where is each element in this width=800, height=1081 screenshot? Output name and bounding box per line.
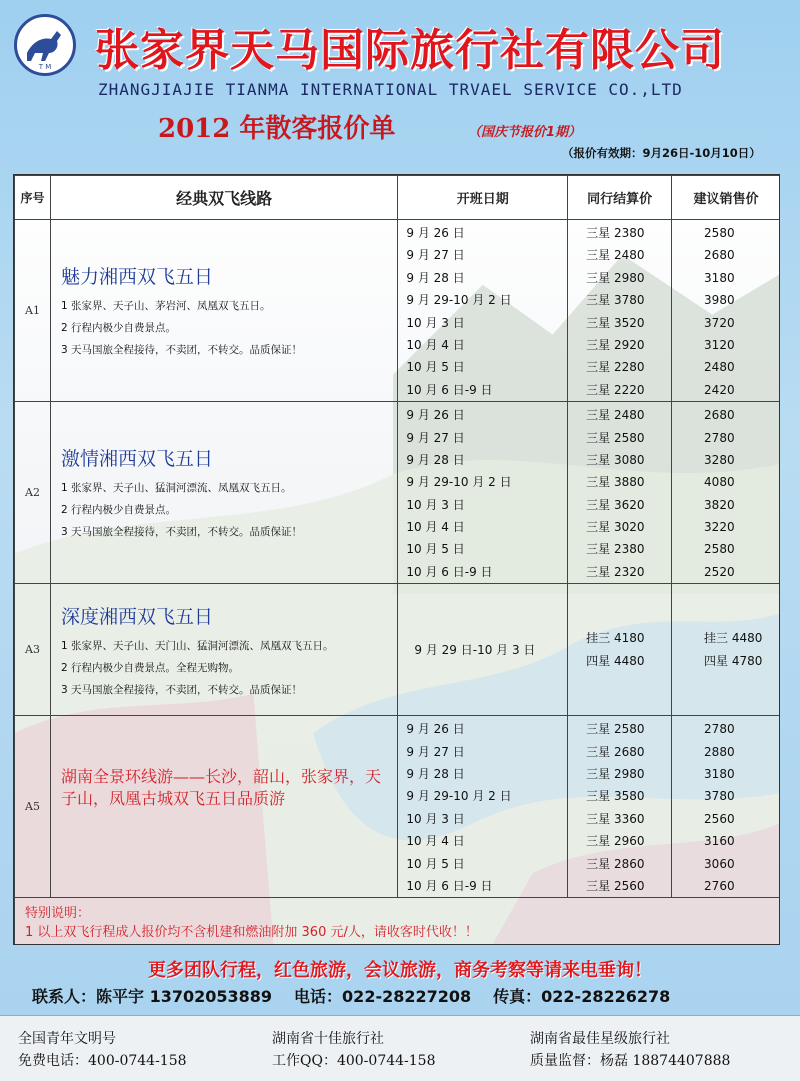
peer-price: 三星 2960: [586, 834, 645, 849]
route-description-line: 1 张家界、天子山、猛洞河漂流、凤凰双飞五日。: [60, 482, 292, 495]
suggested-price: 2420: [704, 382, 735, 397]
price-table: [14, 175, 780, 945]
suggested-price: 2680: [704, 408, 735, 423]
route-description-line: 3 天马国旅全程接待，不卖团，不转交。品质保证！: [60, 344, 302, 356]
peer-price: 三星 2480: [586, 408, 645, 423]
suggested-price: 4080: [704, 475, 735, 490]
departure-date: 9 月 26 日: [406, 408, 465, 423]
notes-title: 特别说明：: [25, 906, 91, 922]
peer-price: 三星 3880: [586, 475, 645, 490]
peer-price: 三星 2560: [586, 878, 645, 893]
departure-date: 10 月 4 日: [406, 337, 465, 352]
route-name: 激情湘西双飞五日: [60, 448, 213, 471]
route-description-line: 2 行程内极少自费景点。: [60, 504, 176, 517]
peer-price-cell: [568, 716, 672, 898]
footer: [0, 1015, 800, 1081]
page-title: 2012 年散客报价单: [158, 114, 396, 144]
footer-col-1: [18, 1028, 187, 1072]
departure-date: 10 月 5 日: [406, 360, 465, 375]
row-route: [50, 402, 397, 584]
suggested-price: 3180: [704, 767, 735, 782]
route-description-line: 2 行程内极少自费景点。: [60, 322, 176, 334]
peer-price: 三星 2480: [586, 248, 645, 263]
suggested-price: 3120: [704, 337, 735, 352]
contact-info: [32, 984, 670, 1007]
suggested-price: 2560: [704, 811, 735, 826]
departure-date: 9 月 29 日-10 月 3 日: [414, 642, 536, 657]
row-route: [50, 584, 397, 716]
peer-price: 三星 2580: [586, 430, 645, 445]
suggested-price: 3720: [704, 315, 735, 330]
suggested-price: 3820: [704, 497, 735, 512]
departure-date: 9 月 27 日: [406, 430, 465, 445]
header-date: 开班日期: [398, 176, 568, 220]
departure-date: 10 月 5 日: [406, 856, 465, 871]
contact-fax: 传真：022-28226278: [493, 987, 671, 1006]
footer-honor-3: 湖南省最佳星级旅行社: [530, 1031, 670, 1047]
notes-row: [15, 898, 781, 945]
suggested-price: 2680: [704, 248, 735, 263]
route-description-line: 2 行程内极少自费景点。全程无购物。: [60, 662, 239, 675]
suggested-price: 2520: [704, 564, 735, 579]
departure-date: 9 月 28 日: [406, 452, 465, 467]
departure-date: 9 月 28 日: [406, 270, 465, 285]
peer-price: 三星 2380: [586, 226, 645, 240]
peer-price: 三星 3520: [586, 315, 645, 330]
suggested-price: 挂三 4480: [704, 631, 763, 646]
route-description-line: 1 张家界、天子山、天门山、猛洞河漂流、凤凰双飞五日。: [60, 640, 334, 653]
row-route: [50, 220, 397, 402]
departure-date-cell: [398, 402, 568, 584]
table-row: [15, 402, 781, 584]
peer-price: 三星 2380: [586, 542, 645, 557]
company-name-en: ZHANGJIAJIE TIANMA INTERNATIONAL TRVAEL SERVICE CO.,LTD: [98, 80, 683, 99]
departure-date: 9 月 26 日: [406, 722, 465, 737]
departure-date: 10 月 4 日: [406, 520, 465, 535]
peer-price-cell: [568, 584, 672, 716]
peer-price-cell: [568, 220, 672, 402]
departure-date: 9 月 29-10 月 2 日: [406, 293, 512, 308]
contact-phone: 电话：022-28227208: [294, 987, 472, 1006]
suggested-price: 2580: [704, 226, 735, 240]
suggested-price: 3160: [704, 834, 735, 849]
route-description-line: 3 天马国旅全程接待，不卖团，不转交。品质保证！: [60, 684, 302, 697]
horse-icon: [19, 19, 71, 71]
suggested-price: 3780: [704, 789, 735, 804]
peer-price: 三星 2320: [586, 564, 645, 579]
table-row: [15, 584, 781, 716]
price-table-container: [13, 174, 780, 945]
peer-price: 三星 2680: [586, 744, 645, 759]
departure-date-cell: [398, 584, 568, 716]
suggested-price-cell: [672, 584, 780, 716]
suggested-price: 3980: [704, 293, 735, 308]
header-suggested-price: 建议销售价: [672, 176, 780, 220]
suggested-price-cell: [672, 402, 780, 584]
row-seq: A2: [15, 402, 51, 584]
suggested-price: 2880: [704, 744, 735, 759]
row-seq: A5: [15, 716, 51, 898]
departure-date: 10 月 6 日-9 日: [406, 878, 493, 893]
peer-price: 四星 4480: [586, 653, 645, 668]
row-seq: A1: [15, 220, 51, 402]
page-subtitle: （国庆节报价1期）: [468, 125, 582, 140]
peer-price: 三星 3360: [586, 811, 645, 826]
notes-cell: [15, 898, 781, 945]
departure-date: 9 月 29-10 月 2 日: [406, 475, 512, 490]
departure-date: 10 月 6 日-9 日: [406, 382, 493, 397]
suggested-price: 2480: [704, 360, 735, 375]
departure-date: 9 月 27 日: [406, 744, 465, 759]
peer-price: 三星 2220: [586, 382, 645, 397]
validity-period: （报价有效期：9月26日-10月10日）: [562, 146, 761, 160]
departure-date: 9 月 27 日: [406, 248, 465, 263]
suggested-price: 2780: [704, 722, 735, 737]
peer-price: 三星 3620: [586, 497, 645, 512]
suggested-price-cell: [672, 716, 780, 898]
departure-date: 10 月 3 日: [406, 497, 465, 512]
footer-honor-2: 湖南省十佳旅行社: [272, 1031, 384, 1047]
peer-price: 三星 2980: [586, 270, 645, 285]
departure-date: 9 月 29-10 月 2 日: [406, 789, 512, 804]
departure-date: 10 月 3 日: [406, 315, 465, 330]
suggested-price: 2780: [704, 430, 735, 445]
suggested-price-cell: [672, 220, 780, 402]
departure-date: 9 月 26 日: [406, 226, 465, 240]
suggested-price: 2580: [704, 542, 735, 557]
suggested-price: 2760: [704, 878, 735, 893]
departure-date: 10 月 5 日: [406, 542, 465, 557]
suggested-price: 3180: [704, 270, 735, 285]
suggested-price: 3280: [704, 452, 735, 467]
route-name: 魅力湘西双飞五日: [60, 266, 213, 288]
company-name-cn: 张家界天马国际旅行社有限公司: [95, 25, 725, 76]
footer-col-2: [272, 1028, 436, 1072]
peer-price: 三星 2860: [586, 856, 645, 871]
promo-banner: 更多团队行程，红色旅游，会议旅游，商务考察等请来电垂询！: [148, 960, 652, 981]
suggested-price: 四星 4780: [704, 653, 763, 668]
footer-qq: 工作QQ：400-0744-158: [272, 1053, 436, 1069]
peer-price: 三星 3580: [586, 789, 645, 804]
peer-price: 三星 3020: [586, 520, 645, 535]
footer-supervisor: 质量监督：杨磊 18874407888: [530, 1053, 731, 1069]
header-seq: 序号: [15, 176, 51, 220]
peer-price: 三星 3080: [586, 452, 645, 467]
notes-line: 1 以上双飞行程成人报价均不含机建和燃油附加 360 元/人，请收客时代收！！: [25, 925, 478, 941]
departure-date: 10 月 6 日-9 日: [406, 564, 493, 579]
route-description-line: 3 天马国旅全程接待，不卖团，不转交。品质保证！: [60, 526, 302, 539]
table-row: [15, 220, 781, 402]
route-name: 湖南全景环线游——长沙，韶山，张家界，天子山，凤凰古城双飞五日品质游: [60, 767, 381, 809]
peer-price: 三星 3780: [586, 293, 645, 308]
footer-col-3: [530, 1028, 730, 1072]
suggested-price: 3220: [704, 520, 735, 535]
departure-date: 9 月 28 日: [406, 767, 465, 782]
peer-price: 三星 2580: [586, 722, 645, 737]
departure-date: 10 月 4 日: [406, 834, 465, 849]
footer-honor-1: 全国青年文明号: [18, 1031, 116, 1047]
row-route: [50, 716, 397, 898]
table-row: [15, 716, 781, 898]
suggested-price: 3060: [704, 856, 735, 871]
peer-price: 三星 2920: [586, 337, 645, 352]
row-seq: A3: [15, 584, 51, 716]
footer-free-phone: 免费电话：400-0744-158: [18, 1053, 187, 1069]
contact-person: 联系人：陈平宇 13702053889: [32, 987, 273, 1006]
peer-price: 三星 2980: [586, 767, 645, 782]
departure-date-cell: [398, 716, 568, 898]
route-name: 深度湘西双飞五日: [60, 606, 213, 629]
company-logo: [14, 14, 76, 76]
peer-price-cell: [568, 402, 672, 584]
header-route: 经典双飞线路: [50, 176, 397, 220]
peer-price: 挂三 4180: [586, 631, 645, 646]
departure-date: 10 月 3 日: [406, 811, 465, 826]
route-description-line: 1 张家界、天子山、茅岩河、凤凰双飞五日。: [60, 300, 271, 312]
departure-date-cell: [398, 220, 568, 402]
header: [0, 0, 800, 170]
peer-price: 三星 2280: [586, 360, 645, 375]
table-header-row: [15, 176, 781, 220]
header-peer-price: 同行结算价: [568, 176, 672, 220]
svg-text:T M: T M: [38, 63, 52, 71]
